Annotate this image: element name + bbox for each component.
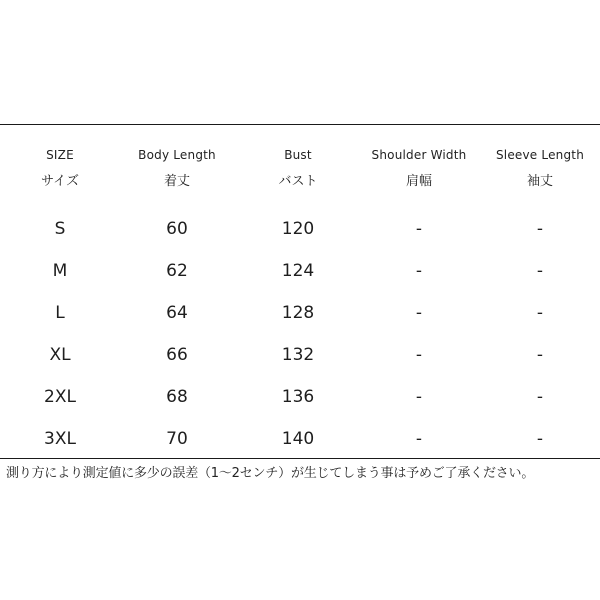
header-size-jp: サイズ xyxy=(41,174,79,189)
cell-size: XL xyxy=(49,345,71,365)
cell-shoulder-width: - xyxy=(415,303,423,323)
cell-size: 2XL xyxy=(44,387,76,407)
cell-sleeve-length: - xyxy=(536,387,544,407)
cell-bust: 136 xyxy=(281,387,315,407)
header-bust-jp: バスト xyxy=(278,174,318,189)
cell-sleeve-length: - xyxy=(536,345,544,365)
cell-body-length: 60 xyxy=(166,219,188,239)
header-body-length-en: Body Length xyxy=(138,148,216,162)
cell-shoulder-width: - xyxy=(415,219,423,239)
cell-body-length: 68 xyxy=(166,387,188,407)
cell-size: L xyxy=(55,303,65,323)
cell-shoulder-width: - xyxy=(415,429,423,449)
cell-bust: 140 xyxy=(281,429,315,449)
cell-body-length: 64 xyxy=(166,303,188,323)
cell-shoulder-width: - xyxy=(415,261,423,281)
cell-body-length: 66 xyxy=(166,345,188,365)
header-sleeve-length-jp: 袖丈 xyxy=(526,174,554,189)
cell-sleeve-length: - xyxy=(536,429,544,449)
measurement-note: 測り方により測定値に多少の誤差（1〜2センチ）が生じてしまう事は予めご了承ください。 xyxy=(6,466,535,481)
cell-body-length: 62 xyxy=(166,261,188,281)
cell-bust: 120 xyxy=(281,219,315,239)
header-shoulder-width-en: Shoulder Width xyxy=(371,148,467,162)
cell-body-length: 70 xyxy=(166,429,188,449)
header-sleeve-length-en: Sleeve Length xyxy=(495,148,585,162)
cell-size: M xyxy=(52,261,68,281)
cell-size: S xyxy=(54,219,66,239)
cell-sleeve-length: - xyxy=(536,219,544,239)
header-size-en: SIZE xyxy=(46,148,74,162)
header-shoulder-width-jp: 肩幅 xyxy=(405,174,433,189)
cell-shoulder-width: - xyxy=(415,387,423,407)
cell-shoulder-width: - xyxy=(415,345,423,365)
cell-bust: 128 xyxy=(281,303,315,323)
cell-bust: 132 xyxy=(281,345,315,365)
table-top-rule xyxy=(0,124,600,125)
header-bust-en: Bust xyxy=(284,148,312,162)
cell-size: 3XL xyxy=(44,429,76,449)
header-body-length-jp: 着丈 xyxy=(163,174,191,189)
cell-sleeve-length: - xyxy=(536,303,544,323)
cell-sleeve-length: - xyxy=(536,261,544,281)
cell-bust: 124 xyxy=(281,261,315,281)
table-bottom-rule xyxy=(0,458,600,459)
